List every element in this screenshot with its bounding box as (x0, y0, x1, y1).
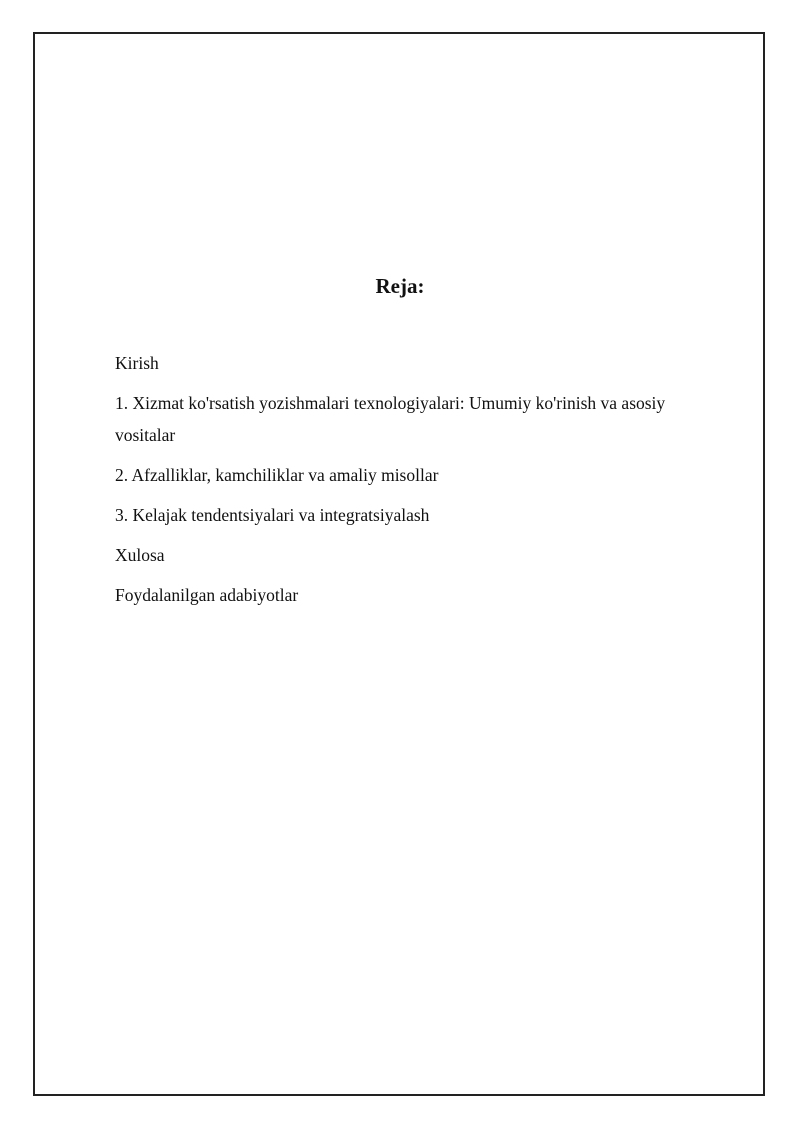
page-title: Reja: (375, 274, 425, 298)
plan-list (115, 347, 715, 619)
plan-item-2: 2. Afzalliklar, kamchiliklar va amaliy misollar (115, 465, 439, 485)
plan-item-1: 1. Xizmat ko'rsatish yozishmalari texnologiyalari: Umumiy ko'rinish va asosiy vositalar (115, 393, 666, 445)
plan-item-3: 3. Kelajak tendentsiyalari va integratsiyalash (115, 505, 430, 525)
plan-item-introduction: Kirish (115, 353, 159, 373)
plan-item-references: Foydalanilgan adabiyotlar (115, 585, 299, 605)
plan-item-conclusion: Xulosa (115, 545, 165, 565)
